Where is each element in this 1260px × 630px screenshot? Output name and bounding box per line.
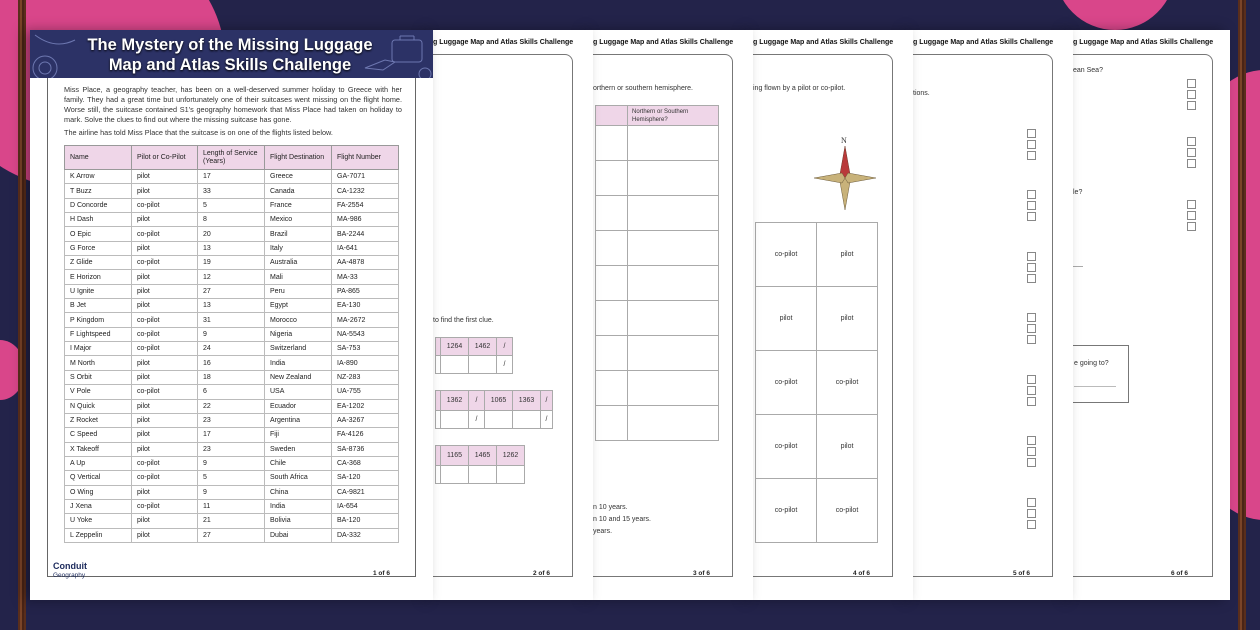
cell-name: S Orbit (65, 370, 132, 384)
grid-row (756, 223, 878, 287)
answer-checkbox[interactable] (1187, 148, 1196, 157)
cell-service: 22 (198, 399, 265, 413)
answer-checkbox[interactable] (1027, 324, 1036, 333)
cell-flight-number: NA-5543 (332, 327, 399, 341)
table-row (65, 327, 399, 341)
page-frame (1070, 54, 1213, 577)
cell-name: A Up (65, 456, 132, 470)
table-row (65, 456, 399, 470)
cell-destination: Switzerland (265, 342, 332, 356)
cell-service: 12 (198, 270, 265, 284)
page-frame (430, 54, 573, 577)
answer-checkbox[interactable] (1027, 335, 1036, 344)
grid-cell: 1264 (441, 338, 469, 356)
grid-cell: 1065 (485, 391, 513, 411)
cell-flight-number: MA-33 (332, 270, 399, 284)
answer-checkbox[interactable] (1027, 201, 1036, 210)
grid-cell: / (469, 411, 485, 429)
grid-cell: / (497, 338, 513, 356)
cell-flight-number: IA-890 (332, 356, 399, 370)
grid-cell: / (541, 411, 553, 429)
answer-checkbox[interactable] (1187, 79, 1196, 88)
cell-name: M North (65, 356, 132, 370)
table-row (65, 284, 399, 298)
cell-name: B Jet (65, 299, 132, 313)
grid-cell: co-pilot (817, 351, 878, 415)
page-header: g Luggage Map and Atlas Skills Challenge (593, 39, 734, 46)
table-row (65, 241, 399, 255)
cell-destination: Chile (265, 456, 332, 470)
cell-flight-number: SA-753 (332, 342, 399, 356)
service-line-3: years. (593, 528, 613, 535)
cell-name: J Xena (65, 499, 132, 513)
page-number: 2 of 6 (533, 570, 550, 577)
answer-checkbox[interactable] (1027, 397, 1036, 406)
cell-flight-number: CA-9821 (332, 485, 399, 499)
answer-checkbox[interactable] (1027, 263, 1036, 272)
cell-service: 27 (198, 284, 265, 298)
grid-cell: 1465 (469, 446, 497, 466)
cell-name: U Ignite (65, 284, 132, 298)
page-header: g Luggage Map and Atlas Skills Challenge (433, 39, 574, 46)
table-row (65, 370, 399, 384)
conduit-logo (53, 562, 87, 580)
cell-role: co-pilot (132, 499, 198, 513)
cell-flight-number: PA-865 (332, 284, 399, 298)
answer-line (1074, 386, 1116, 387)
cell-role: pilot (132, 184, 198, 198)
cell-role: pilot (132, 485, 198, 499)
background-blob-top-right (1055, 0, 1175, 30)
cell-destination: Australia (265, 256, 332, 270)
answer-checkbox[interactable] (1027, 129, 1036, 138)
pilot-grid (755, 222, 878, 543)
hemisphere-question: orthern or southern hemisphere. (593, 85, 693, 92)
table-row (65, 213, 399, 227)
cell-service: 21 (198, 514, 265, 528)
answer-checkbox[interactable] (1027, 140, 1036, 149)
table-row (65, 227, 399, 241)
grid-cell: pilot (817, 223, 878, 287)
cell-role: co-pilot (132, 471, 198, 485)
cell-flight-number: BA-2244 (332, 227, 399, 241)
grid-row (756, 351, 878, 415)
cell-name: I Major (65, 342, 132, 356)
table-row (65, 299, 399, 313)
table-row (65, 270, 399, 284)
cell-service: 16 (198, 356, 265, 370)
cell-name: H Dash (65, 213, 132, 227)
worksheet-page-5 (910, 30, 1073, 600)
cell-name: F Lightspeed (65, 327, 132, 341)
cell-name: L Zeppelin (65, 528, 132, 542)
cell-name: C Speed (65, 428, 132, 442)
cell-service: 9 (198, 327, 265, 341)
table-row (65, 528, 399, 542)
cell-destination: Nigeria (265, 327, 332, 341)
grid-cell: 1362 (441, 391, 469, 411)
title-banner (30, 30, 433, 78)
answer-checkbox[interactable] (1027, 386, 1036, 395)
cell-role: co-pilot (132, 327, 198, 341)
grid-code-1 (435, 337, 513, 374)
answer-checkbox[interactable] (1027, 212, 1036, 221)
table-row (65, 256, 399, 270)
cell-flight-number: MA-2672 (332, 313, 399, 327)
answer-checkbox[interactable] (1027, 151, 1036, 160)
destination-answer-box (1070, 345, 1129, 403)
cell-flight-number: CA-1232 (332, 184, 399, 198)
answer-line (1073, 266, 1083, 267)
cell-flight-number: MA-986 (332, 213, 399, 227)
cell-destination: Argentina (265, 413, 332, 427)
cell-flight-number: NZ-283 (332, 370, 399, 384)
cell-service: 23 (198, 442, 265, 456)
table-row (65, 485, 399, 499)
grid-cell: co-pilot (756, 223, 817, 287)
answer-checkbox[interactable] (1027, 252, 1036, 261)
cell-destination: Mali (265, 270, 332, 284)
cell-destination: Fiji (265, 428, 332, 442)
cell-flight-number: SA-8736 (332, 442, 399, 456)
table-row (65, 313, 399, 327)
compass-rose-icon (814, 146, 876, 210)
cell-role: pilot (132, 270, 198, 284)
grid-cell: co-pilot (756, 415, 817, 479)
cell-name: O Epic (65, 227, 132, 241)
worksheet-page-2 (430, 30, 593, 600)
answer-checkbox[interactable] (1187, 222, 1196, 231)
cell-name: D Concorde (65, 198, 132, 212)
cell-service: 11 (198, 499, 265, 513)
grid-cell: 1462 (469, 338, 497, 356)
cell-role: pilot (132, 284, 198, 298)
flights-table (64, 145, 399, 543)
cell-role: pilot (132, 413, 198, 427)
answer-checkbox[interactable] (1027, 436, 1036, 445)
table-row (65, 170, 399, 184)
cell-service: 33 (198, 184, 265, 198)
service-line-2: n 10 and 15 years. (593, 516, 651, 523)
cell-service: 5 (198, 471, 265, 485)
table-row (65, 471, 399, 485)
pilot-question: ing flown by a pilot or co-pilot. (753, 85, 846, 92)
col-header-service: Length of Service (Years) (198, 146, 265, 170)
cell-destination: Bolivia (265, 514, 332, 528)
grid-cell: / (469, 391, 485, 411)
cell-service: 5 (198, 198, 265, 212)
cell-flight-number: FA-4126 (332, 428, 399, 442)
cell-destination: France (265, 198, 332, 212)
logo-text: Conduit (53, 561, 87, 571)
question-fragment-1: ean Sea? (1073, 67, 1103, 74)
col-header-destination: Flight Destination (265, 146, 332, 170)
grid-row (756, 415, 878, 479)
cell-role: co-pilot (132, 227, 198, 241)
cell-service: 20 (198, 227, 265, 241)
cell-destination: Canada (265, 184, 332, 198)
answer-checkbox[interactable] (1187, 137, 1196, 146)
cell-service: 9 (198, 485, 265, 499)
cell-destination: Egypt (265, 299, 332, 313)
grid-cell: co-pilot (756, 479, 817, 543)
table-row (65, 413, 399, 427)
cell-flight-number: DA-332 (332, 528, 399, 542)
cell-destination: India (265, 499, 332, 513)
grid-cell: 1363 (513, 391, 541, 411)
cell-destination: Brazil (265, 227, 332, 241)
worksheet-page-3 (590, 30, 753, 600)
page-header: g Luggage Map and Atlas Skills Challenge (913, 39, 1054, 46)
cell-destination: Morocco (265, 313, 332, 327)
grid-cell: 1262 (497, 446, 525, 466)
worksheet-page-4 (750, 30, 913, 600)
hemisphere-table (595, 105, 719, 441)
cell-role: co-pilot (132, 198, 198, 212)
grid-code-3 (435, 445, 525, 484)
answer-checkbox[interactable] (1027, 447, 1036, 456)
grid-cell: co-pilot (756, 351, 817, 415)
cell-role: pilot (132, 213, 198, 227)
compass-north-label: N (841, 136, 847, 145)
cell-flight-number: FA-2554 (332, 198, 399, 212)
grid-code-2 (435, 390, 553, 429)
cell-service: 23 (198, 413, 265, 427)
table-row (65, 198, 399, 212)
cell-destination: South Africa (265, 471, 332, 485)
cell-destination: Peru (265, 284, 332, 298)
cell-role: pilot (132, 399, 198, 413)
cell-name: Z Glide (65, 256, 132, 270)
col-header-hemisphere: Northern or Southern Hemisphere? (628, 106, 719, 126)
cell-destination: Greece (265, 170, 332, 184)
cell-destination: USA (265, 385, 332, 399)
cell-service: 17 (198, 428, 265, 442)
cell-service: 13 (198, 241, 265, 255)
question-fragment-2: le? (1073, 189, 1083, 196)
cell-role: pilot (132, 442, 198, 456)
grid-cell: / (541, 391, 553, 411)
answer-checkbox[interactable] (1027, 458, 1036, 467)
wood-edge-left (18, 0, 26, 630)
cell-role: pilot (132, 170, 198, 184)
wood-edge-right (1238, 0, 1246, 630)
worksheet-page-6 (1070, 30, 1230, 600)
table-row (65, 499, 399, 513)
cell-role: co-pilot (132, 313, 198, 327)
cell-flight-number: IA-654 (332, 499, 399, 513)
cell-name: T Buzz (65, 184, 132, 198)
answer-checkbox[interactable] (1187, 90, 1196, 99)
table-row (65, 428, 399, 442)
cell-role: co-pilot (132, 456, 198, 470)
answer-checkbox[interactable] (1027, 190, 1036, 199)
cell-name: O Wing (65, 485, 132, 499)
cell-role: pilot (132, 528, 198, 542)
cell-destination: China (265, 485, 332, 499)
cell-service: 17 (198, 170, 265, 184)
cell-service: 13 (198, 299, 265, 313)
answer-checkbox[interactable] (1187, 200, 1196, 209)
question-fragment: tions. (913, 90, 930, 97)
cell-flight-number: UA-755 (332, 385, 399, 399)
cell-name: Z Rocket (65, 413, 132, 427)
cell-destination: Italy (265, 241, 332, 255)
cell-service: 31 (198, 313, 265, 327)
destination-question: e going to? (1074, 360, 1109, 367)
cell-role: co-pilot (132, 385, 198, 399)
answer-checkbox[interactable] (1187, 101, 1196, 110)
service-line-1: n 10 years. (593, 504, 628, 511)
cell-destination: New Zealand (265, 370, 332, 384)
col-header-role: Pilot or Co-Pilot (132, 146, 198, 170)
cell-name: Q Vertical (65, 471, 132, 485)
cell-role: pilot (132, 299, 198, 313)
cell-name: K Arrow (65, 170, 132, 184)
cell-flight-number: BA-120 (332, 514, 399, 528)
table-row (65, 514, 399, 528)
cell-service: 27 (198, 528, 265, 542)
cell-name: V Pole (65, 385, 132, 399)
cell-role: pilot (132, 514, 198, 528)
cell-service: 8 (198, 213, 265, 227)
table-row (65, 342, 399, 356)
cell-flight-number: EA-1202 (332, 399, 399, 413)
cell-name: U Yoke (65, 514, 132, 528)
table-row (65, 184, 399, 198)
cell-flight-number: IA-641 (332, 241, 399, 255)
answer-checkbox[interactable] (1027, 274, 1036, 283)
cell-role: pilot (132, 428, 198, 442)
cell-service: 19 (198, 256, 265, 270)
worksheet-page-1 (30, 30, 433, 600)
cell-role: co-pilot (132, 342, 198, 356)
col-header-flight-number: Flight Number (332, 146, 399, 170)
logo-subtitle: Geography (53, 572, 86, 579)
table-row (65, 385, 399, 399)
title-line-1: The Mystery of the Missing Luggage (87, 36, 373, 54)
answer-checkbox[interactable] (1027, 498, 1036, 507)
grid-cell: 1165 (441, 446, 469, 466)
grid-row (756, 287, 878, 351)
cell-name: E Horizon (65, 270, 132, 284)
grid-cell: pilot (817, 287, 878, 351)
cell-destination: Mexico (265, 213, 332, 227)
cell-role: co-pilot (132, 256, 198, 270)
page-number: 6 of 6 (1171, 570, 1188, 577)
cell-name: X Takeoff (65, 442, 132, 456)
cell-flight-number: SA-120 (332, 471, 399, 485)
grid-cell: co-pilot (817, 479, 878, 543)
grid-cell: pilot (756, 287, 817, 351)
cell-flight-number: EA-130 (332, 299, 399, 313)
intro-note: The airline has told Miss Place that the suitcase is on one of the flights listed below. (64, 128, 333, 137)
table-header-row (65, 146, 399, 170)
cell-destination: Dubai (265, 528, 332, 542)
answer-checkbox[interactable] (1027, 520, 1036, 529)
clue-instruction: to find the first clue. (433, 317, 494, 324)
col-header-name: Name (65, 146, 132, 170)
cell-flight-number: CA-368 (332, 456, 399, 470)
cell-role: pilot (132, 370, 198, 384)
cell-name: G Force (65, 241, 132, 255)
answer-checkbox[interactable] (1187, 159, 1196, 168)
page-number: 5 of 6 (1013, 570, 1030, 577)
cell-service: 6 (198, 385, 265, 399)
cell-name: P Kingdom (65, 313, 132, 327)
page-header: g Luggage Map and Atlas Skills Challenge (753, 39, 894, 46)
page-number: 3 of 6 (693, 570, 710, 577)
answer-checkbox[interactable] (1027, 509, 1036, 518)
cell-flight-number: GA-7071 (332, 170, 399, 184)
page-header: g Luggage Map and Atlas Skills Challenge (1073, 39, 1214, 46)
grid-cell: pilot (817, 415, 878, 479)
intro-paragraph: Miss Place, a geography teacher, has been on a well-deserved summer holiday to Greece with her family. They had a great time but unfortunately one of their suitcases went missing on the flight home. Worse still, the suitcase contained S1's geography homework that Miss Place had taken on holiday to mark. Solve the clues to find out where the missing suitcase has gone. (64, 85, 402, 124)
cell-destination: Sweden (265, 442, 332, 456)
cell-service: 24 (198, 342, 265, 356)
cell-flight-number: AA-4878 (332, 256, 399, 270)
cell-destination: Ecuador (265, 399, 332, 413)
answer-checkbox[interactable] (1027, 313, 1036, 322)
page-number: 4 of 6 (853, 570, 870, 577)
table-row (65, 356, 399, 370)
cell-flight-number: AA-3267 (332, 413, 399, 427)
cell-service: 18 (198, 370, 265, 384)
cell-role: pilot (132, 241, 198, 255)
answer-checkbox[interactable] (1187, 211, 1196, 220)
page-number: 1 of 6 (373, 570, 390, 577)
answer-checkbox[interactable] (1027, 375, 1036, 384)
table-row (65, 399, 399, 413)
grid-row (756, 479, 878, 543)
cell-role: pilot (132, 356, 198, 370)
title-line-2: Map and Atlas Skills Challenge (108, 56, 352, 74)
table-row (65, 442, 399, 456)
cell-name: N Quick (65, 399, 132, 413)
cell-service: 9 (198, 456, 265, 470)
grid-cell: / (497, 356, 513, 374)
cell-destination: India (265, 356, 332, 370)
